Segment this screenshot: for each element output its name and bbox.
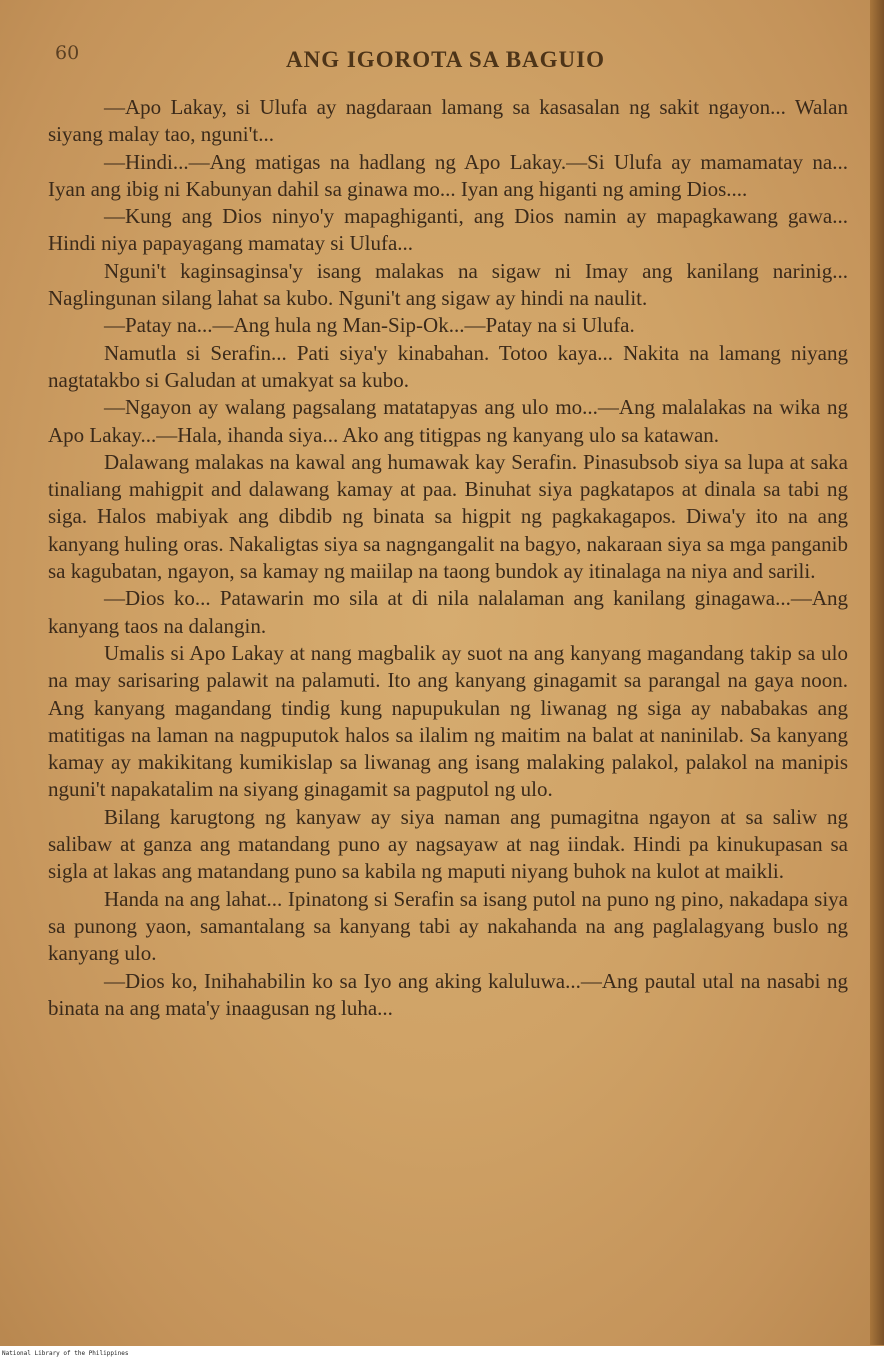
- paragraph: —Ngayon ay walang pagsalang matatapyas ang ulo mo...—Ang malalakas na wika ng Apo Lakay...—Hala, ihanda siya... Ako ang titigpas ng kanyang ulo sa katawan.: [48, 395, 848, 447]
- paragraph: —Patay na...—Ang hula ng Man-Sip-Ok...—Patay na si Ulufa.: [104, 313, 635, 338]
- paragraph: Dalawang malakas na kawal ang humawak kay Serafin. Pinasubsob siya sa lupa at saka tinaliang mahigpit and dalawang kamay at paa. Binuhat siya pagkatapos at dinala sa tabi ng siga. Halos mabiyak ang dibdib ng binata sa higpit ng pagkakagapos. Diwa'y ito na ang kanyang huling oras. Nakaligtas siya sa nagngangalit na bagyo, nakaraan siya sa mga panganib sa kagubatan, ngayon, sa kamay ng maiilap na taong bundok ay itinalaga na niya and sarili.: [48, 449, 848, 584]
- body-text: [48, 94, 848, 1022]
- library-credit: National Library of the Philippines: [2, 1350, 129, 1357]
- page-number: 60: [55, 42, 80, 64]
- paragraph: —Dios ko, Inihahabilin ko sa Iyo ang aking kaluluwa...—Ang pautal utal na nasabi ng binata na ang mata'y inaagusan ng luha...: [48, 968, 848, 1020]
- footer-strip: [0, 1346, 884, 1358]
- paragraph: —Kung ang Dios ninyo'y mapaghiganti, ang Dios namin ay mapagkawang gawa... Hindi niya papayagang mamatay si Ulufa...: [48, 204, 848, 256]
- paragraph: —Apo Lakay, si Ulufa ay nagdaraan lamang sa kasasalan ng sakit ngayon... Walan siyang malay tao, nguni't...: [48, 95, 848, 147]
- page-edge: [870, 0, 884, 1345]
- paragraph: —Dios ko... Patawarin mo sila at di nila nalalaman ang kanilang ginagawa...—Ang kanyang taos na dalangin.: [48, 586, 848, 638]
- paragraph: Umalis si Apo Lakay at nang magbalik ay suot na ang kanyang magandang takip sa ulo na may sarisaring palawit na palamuti. Ito ang kanyang ginagamit sa parangal na gaya noon. Ang kanyang magandang tindig kung napupukulan ng liwanag ng siga ay nababakas ang matitigas na laman na nagpuputok halos sa ilalim ng maitim na balat at naninilab. Sa kanyang kamay ay makikitang kumikislap sa liwanag ang isang malaking palakol, palakol na manipis nguni't napakatalim na siyang ginagamit sa pagputol ng ulo.: [48, 640, 848, 802]
- paragraph: Namutla si Serafin... Pati siya'y kinabahan. Totoo kaya... Nakita na lamang niyang nagtatakbo si Galudan at umakyat sa kubo.: [48, 340, 848, 392]
- paragraph: Bilang karugtong ng kanyaw ay siya naman ang pumagitna ngayon at sa saliw ng salibaw at ganza ang matandang puno ay nagsayaw at nag iindak. Hindi pa kinukupasan sa sigla at lakas ang matandang puno sa kabila ng maputi niyang buhok na kulot at maikli.: [48, 804, 848, 884]
- paragraph: —Hindi...—Ang matigas na hadlang ng Apo Lakay.—Si Ulufa ay mamamatay na... Iyan ang ibig ni Kabunyan dahil sa ginawa mo... Iyan ang higanti ng aming Dios....: [48, 149, 848, 201]
- paragraph: Handa na ang lahat... Ipinatong si Serafin sa isang putol na puno ng pino, nakadapa siya sa punong yaon, samantalang sa kanyang tabi ay nakahanda na ang paglalagyang buslo ng kanyang ulo.: [48, 886, 848, 966]
- running-title: ANG IGOROTA SA BAGUIO: [286, 47, 605, 72]
- paragraph: Nguni't kaginsaginsa'y isang malakas na sigaw ni Imay ang kanilang narinig... Naglingunan silang lahat sa kubo. Nguni't ang sigaw ay hindi na naulit.: [48, 258, 848, 311]
